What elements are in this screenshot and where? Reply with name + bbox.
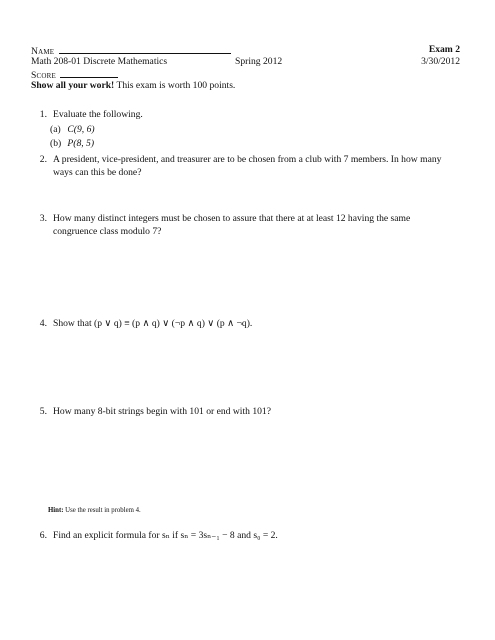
subpart-label: (b) — [50, 138, 62, 149]
subpart-expression: C(9, 6) — [67, 124, 95, 135]
question-2 — [31, 154, 456, 179]
question-number: 4. — [39, 318, 47, 329]
hint-text: Use the result in problem 4. — [63, 507, 141, 514]
question-3 — [31, 213, 456, 238]
question-6 — [31, 530, 456, 543]
term: Spring 2012 — [235, 56, 283, 67]
instructions-emphasis: Show all your work! — [31, 80, 115, 91]
exam-date: 3/30/2012 — [421, 56, 460, 67]
question-4 — [31, 318, 456, 331]
name-blank-line — [59, 44, 231, 54]
exam-title: Exam 2 — [428, 44, 460, 55]
question-text: A president, vice-president, and treasurer are to be chosen from a club with 7 members. In how many ways can this be done? — [53, 154, 442, 178]
question-number: 1. — [39, 109, 47, 120]
question-text: How many 8-bit strings begin with 101 or end with 101? — [53, 406, 271, 417]
question-number: 3. — [39, 213, 47, 224]
hint-label: Hint: — [48, 507, 64, 514]
subpart-label: (a) — [50, 124, 61, 135]
question-text: Find an explicit formula for sₙ if sₙ = 3sₙ₋₁ − 8 and s₀ = 2. — [53, 530, 278, 541]
subpart-a — [50, 124, 95, 136]
question-number: 2. — [39, 154, 47, 165]
question-number: 6. — [39, 530, 47, 541]
name-label: Name — [31, 46, 55, 57]
score-blank-line — [60, 68, 118, 78]
subpart-expression: P(8, 5) — [67, 138, 95, 149]
question-text: How many distinct integers must be chosen to assure that there at at least 12 having the same congruence class modulo 7? — [53, 213, 411, 237]
course-title: Math 208-01 Discrete Mathematics — [31, 56, 168, 67]
header-row-course — [31, 56, 460, 68]
question-5 — [31, 406, 456, 419]
question-1 — [31, 109, 456, 122]
subpart-b — [50, 138, 94, 150]
instructions — [31, 80, 460, 92]
question-text: Evaluate the following. — [53, 109, 143, 120]
instructions-text: This exam is worth 100 points. — [114, 80, 236, 91]
score-label: Score — [31, 70, 57, 81]
question-number: 5. — [39, 406, 47, 417]
hint-note — [48, 507, 141, 514]
question-text: Show that (p ∨ q) ≡ (p ∧ q) ∨ (¬p ∧ q) ∨ (p ∧ ¬q). — [53, 318, 253, 329]
